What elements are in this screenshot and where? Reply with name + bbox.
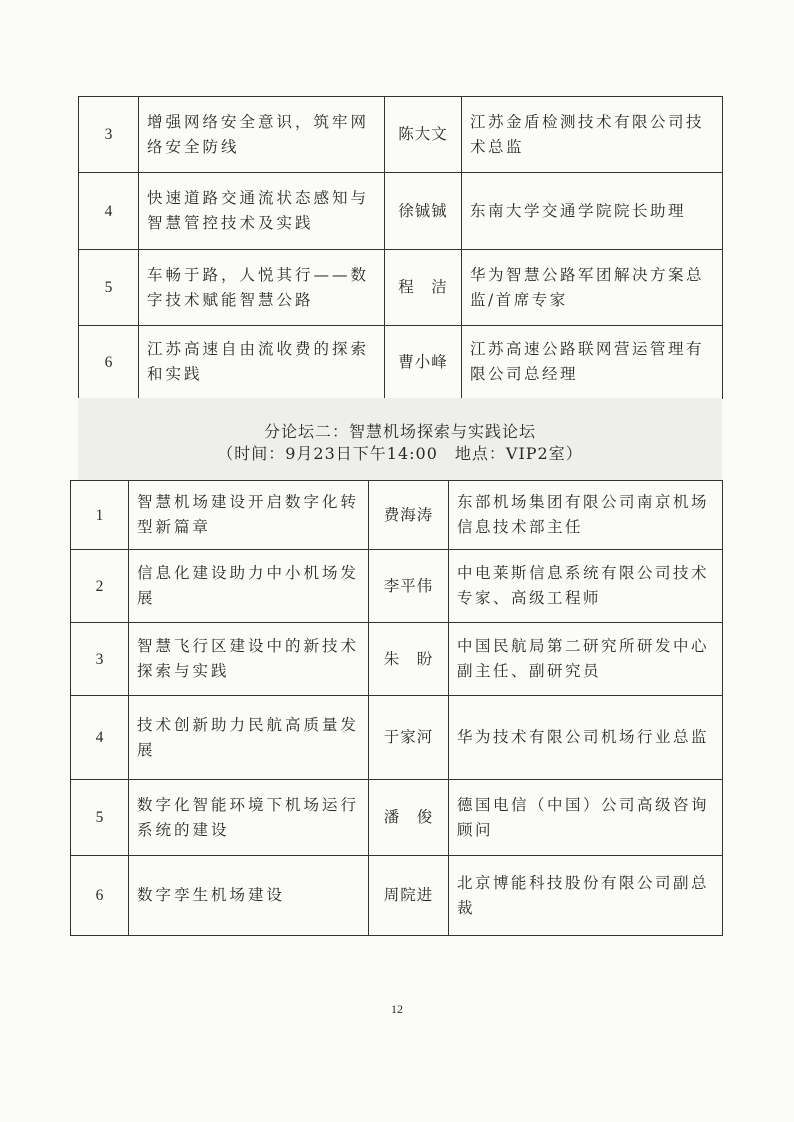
speaker-name: 曹小峰 [385,326,462,399]
speaker-name: 周院进 [369,856,449,936]
talk-title: 江苏高速自由流收费的探索和实践 [139,326,385,399]
speaker-name: 费海涛 [369,481,449,550]
speaker-name: 潘 俊 [369,780,449,856]
speaker-affiliation: 东南大学交通学院院长助理 [462,173,723,250]
talk-title: 车畅于路，人悦其行——数字技术赋能智慧公路 [139,250,385,326]
table-row [71,623,723,696]
row-number: 4 [79,173,139,250]
speaker-affiliation: 德国电信（中国）公司高级咨询顾问 [449,780,723,856]
talk-title: 信息化建设助力中小机场发展 [129,550,369,623]
speaker-name: 陈大文 [385,97,462,173]
row-number: 1 [71,481,129,550]
page-number: 12 [391,1002,403,1016]
row-number: 6 [79,326,139,399]
talk-title: 快速道路交通流状态感知与智慧管控技术及实践 [139,173,385,250]
talk-title: 技术创新助力民航高质量发展 [129,696,369,780]
row-number: 3 [79,97,139,173]
row-number: 2 [71,550,129,623]
speaker-affiliation: 东部机场集团有限公司南京机场信息技术部主任 [449,481,723,550]
forum2-schedule-table [70,480,723,936]
forum2-header [78,398,722,480]
table-row [79,173,723,250]
speaker-affiliation: 北京博能科技股份有限公司副总裁 [449,856,723,936]
speaker-affiliation: 中国民航局第二研究所研发中心副主任、副研究员 [449,623,723,696]
talk-title: 智慧机场建设开启数字化转型新篇章 [129,481,369,550]
talk-title: 数字孪生机场建设 [129,856,369,936]
row-number: 4 [71,696,129,780]
speaker-name: 徐铖铖 [385,173,462,250]
row-number: 6 [71,856,129,936]
table-row [71,550,723,623]
speaker-name: 朱 盼 [369,623,449,696]
table-row [71,780,723,856]
speaker-affiliation: 江苏高速公路联网营运管理有限公司总经理 [462,326,723,399]
speaker-name: 李平伟 [369,550,449,623]
table-row [79,250,723,326]
speaker-affiliation: 华为技术有限公司机场行业总监 [449,696,723,780]
table-row [71,856,723,936]
speaker-name: 于家河 [369,696,449,780]
forum1-schedule-table [78,96,723,399]
table-row [79,97,723,173]
table-row [71,696,723,780]
speaker-affiliation: 华为智慧公路军团解决方案总监/首席专家 [462,250,723,326]
row-number: 5 [79,250,139,326]
row-number: 5 [71,780,129,856]
row-number: 3 [71,623,129,696]
talk-title: 增强网络安全意识，筑牢网络安全防线 [139,97,385,173]
table-row [79,326,723,399]
speaker-affiliation: 中电莱斯信息系统有限公司技术专家、高级工程师 [449,550,723,623]
forum2-title: 分论坛二：智慧机场探索与实践论坛 [263,422,536,441]
talk-title: 智慧飞行区建设中的新技术探索与实践 [129,623,369,696]
forum2-time-location: （时间：9月23日下午14:00 地点：VIP2室） [217,444,583,463]
table-row [71,481,723,550]
speaker-name: 程 洁 [385,250,462,326]
talk-title: 数字化智能环境下机场运行系统的建设 [129,780,369,856]
speaker-affiliation: 江苏金盾检测技术有限公司技术总监 [462,97,723,173]
